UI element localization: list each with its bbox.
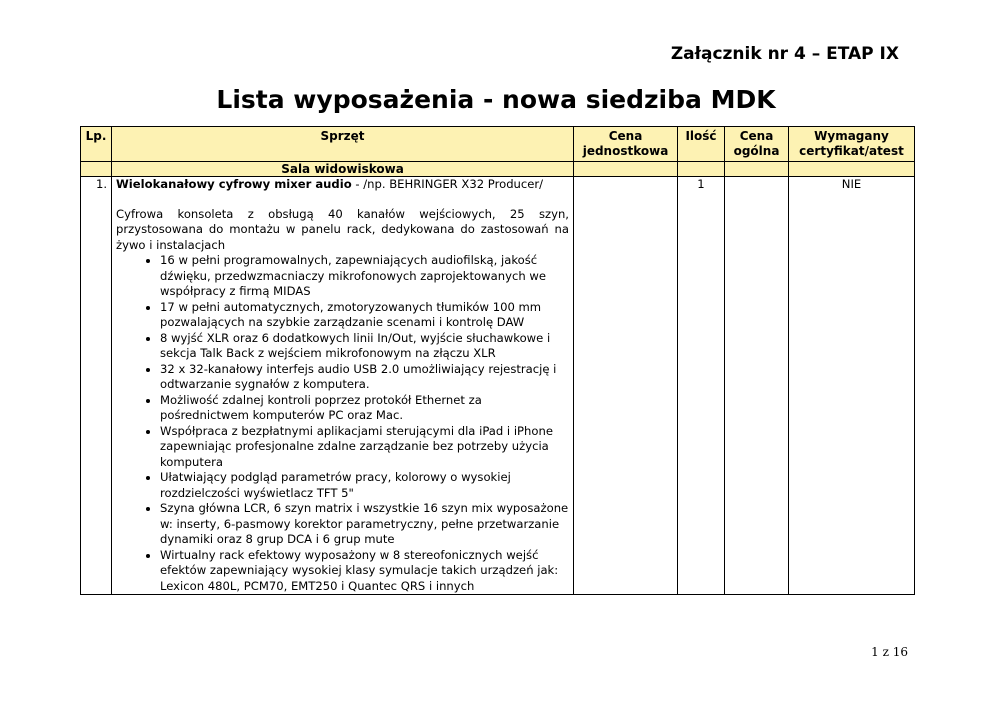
list-item: • 16 w pełni programowalnych, zapewniających audiofilską, jakość dźwięku, przedwzmacniaczy mikrofonowych zaprojektowanych we współpracy z firmą MIDAS: [160, 253, 569, 300]
row-number: 1.: [81, 177, 112, 595]
col-header-unit-price: Cena jednostkowa: [574, 127, 678, 162]
list-item: • 17 w pełni automatycznych, zmotoryzowanych tłumików 100 mm pozwalających na szybkie zarządzanie scenami i kontrolę DAW: [160, 300, 569, 331]
total-price-cell: [725, 177, 789, 595]
col-header-quantity: Ilość: [678, 127, 725, 162]
item-description: [112, 177, 574, 595]
section-row: [81, 162, 915, 177]
item-example-model: - /np. BEHRINGER X32 Producer/: [351, 177, 544, 191]
list-item: • Szyna główna LCR, 6 szyn matrix i wszystkie 16 szyn mix wyposażone w: inserty, 6-pasmowy korektor parametryczny, pełne przetwarzanie dynamiki oraz 8 grup DCA i 6 grup mute: [160, 501, 569, 548]
page-number: 1 z 16: [871, 645, 908, 659]
col-header-lp: Lp.: [81, 127, 112, 162]
quantity-cell: 1: [678, 177, 725, 595]
section-title: Sala widowiskowa: [112, 162, 574, 177]
list-item: • Możliwość zdalnej kontroli poprzez protokół Ethernet za pośrednictwem komputerów PC oraz Mac.: [160, 393, 569, 424]
col-header-total-price: Cena ogólna: [725, 127, 789, 162]
list-item: • 8 wyjść XLR oraz 6 dodatkowych linii In/Out, wyjście słuchawkowe i sekcja Talk Back z wejściem mikrofonowym na złączu XLR: [160, 331, 569, 362]
equipment-table: [80, 126, 915, 595]
annex-label: Załącznik nr 4 – ETAP IX: [670, 44, 899, 64]
page-title: Lista wyposażenia - nowa siedziba MDK: [216, 85, 776, 114]
item-intro: Cyfrowa konsoleta z obsługą 40 kanałów wejściowych, 25 szyn, przystosowana do montażu w panelu rack, dedykowana do zastosowań na żywo i instalacjach: [116, 206, 569, 252]
table-row: [81, 177, 915, 595]
item-heading: [116, 177, 569, 193]
list-item: • 32 x 32-kanałowy interfejs audio USB 2.0 umożliwiający rejestrację i odtwarzanie sygnałów z komputera.: [160, 362, 569, 393]
col-header-certificate: Wymagany certyfikat/atest: [789, 127, 915, 162]
list-item: • Ułatwiający podgląd parametrów pracy, kolorowy o wysokiej rozdzielczości wyświetlacz TFT 5": [160, 470, 569, 501]
feature-list: [116, 253, 569, 594]
certificate-cell: NIE: [789, 177, 915, 595]
col-header-equipment: Sprzęt: [112, 127, 574, 162]
unit-price-cell: [574, 177, 678, 595]
table-header-row: [81, 127, 915, 162]
list-item: • Wirtualny rack efektowy wyposażony w 8 stereofonicznych wejść efektów zapewniający wysokiej klasy symulacje takich urządzeń jak: Lexicon 480L, PCM70, EMT250 i Quantec QRS i innych: [160, 548, 569, 595]
list-item: • Współpraca z bezpłatnymi aplikacjami sterującymi dla iPad i iPhone zapewniając profesjonalne zdalne zarządzanie bez potrzeby użycia komputera: [160, 424, 569, 471]
item-name: Wielokanałowy cyfrowy mixer audio: [116, 177, 352, 191]
